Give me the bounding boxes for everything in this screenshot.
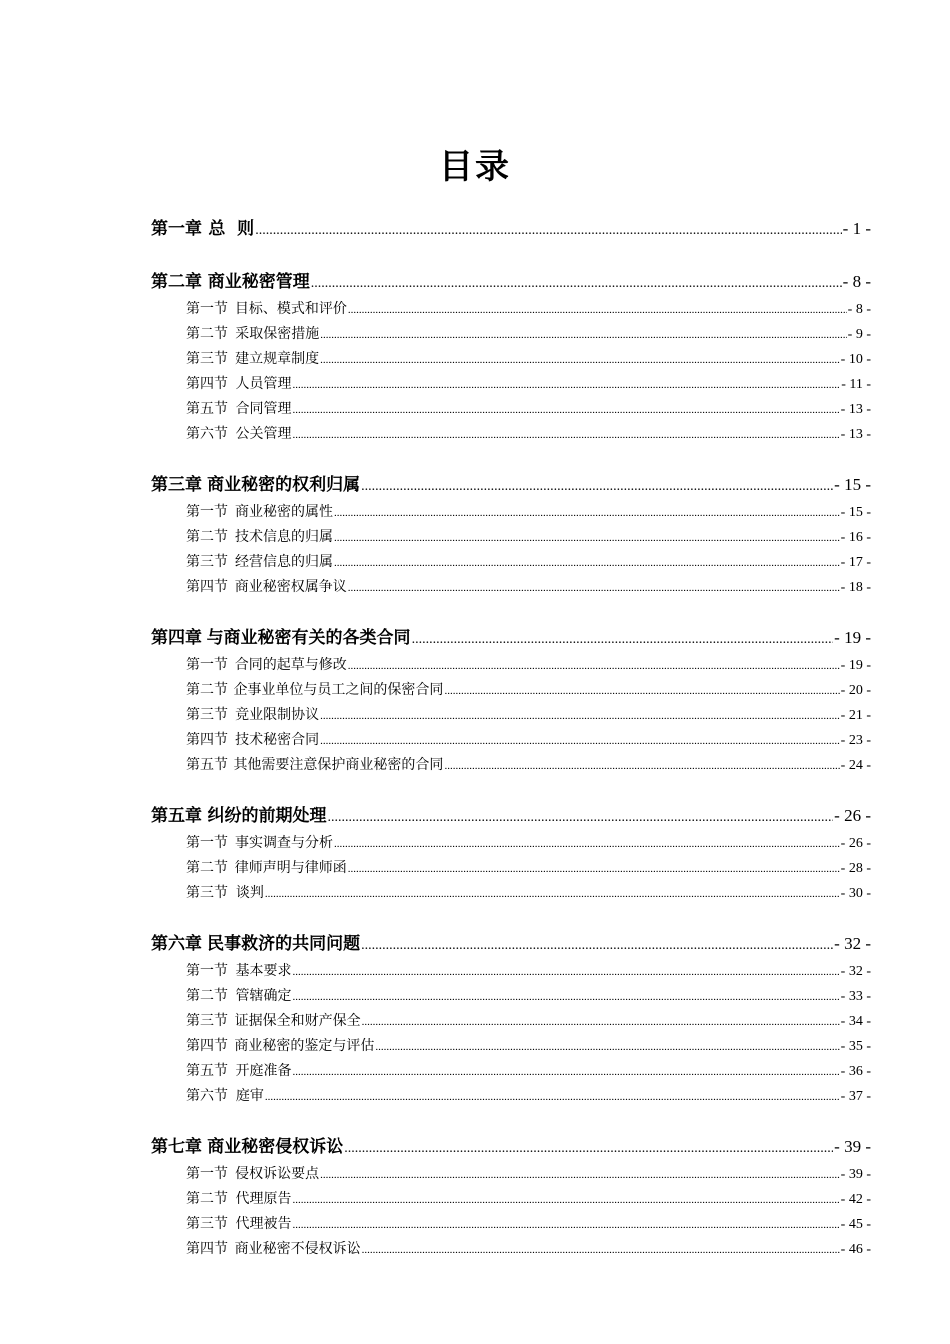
section-title: 管辖确定 bbox=[235, 988, 292, 1004]
section-title: 其他需要注意保护商业秘密的合同 bbox=[233, 757, 444, 773]
section-number: 第四节 bbox=[186, 1241, 228, 1257]
section-number: 第三节 bbox=[186, 707, 228, 723]
section-page-number: - 11 - bbox=[841, 377, 871, 392]
dot-leader bbox=[444, 679, 839, 704]
section-number: 第二节 bbox=[186, 529, 228, 545]
dot-leader bbox=[348, 857, 840, 882]
section-page-number: - 24 - bbox=[840, 758, 871, 773]
toc-section-entry[interactable] bbox=[151, 753, 871, 778]
dot-leader bbox=[320, 729, 840, 754]
section-page-number: - 42 - bbox=[840, 1192, 871, 1207]
section-title: 开庭准备 bbox=[235, 1063, 292, 1079]
section-title: 技术信息的归属 bbox=[234, 529, 333, 545]
section-title: 建立规章制度 bbox=[235, 351, 320, 367]
chapter-page-number: - 19 - bbox=[834, 628, 871, 647]
toc-chapter-entry[interactable] bbox=[151, 929, 871, 959]
section-title: 人员管理 bbox=[235, 376, 292, 392]
toc-chapter bbox=[151, 214, 871, 244]
section-page-number: - 15 - bbox=[840, 505, 871, 520]
dot-leader bbox=[265, 1085, 840, 1110]
dot-leader bbox=[334, 832, 840, 857]
toc-chapter bbox=[151, 267, 871, 447]
section-title: 商业秘密不侵权诉讼 bbox=[234, 1241, 361, 1257]
section-page-number: - 21 - bbox=[840, 708, 871, 723]
section-number: 第五节 bbox=[186, 401, 228, 417]
section-page-number: - 30 - bbox=[840, 886, 871, 901]
section-number: 第四节 bbox=[186, 579, 228, 595]
section-title: 合同的起草与修改 bbox=[234, 657, 347, 673]
dot-leader bbox=[362, 1238, 840, 1263]
dot-leader bbox=[334, 501, 840, 526]
dot-leader bbox=[293, 398, 840, 423]
section-page-number: - 32 - bbox=[840, 964, 871, 979]
chapter-number: 第三章 bbox=[151, 475, 202, 495]
dot-leader bbox=[361, 472, 833, 502]
toc-section-entry[interactable] bbox=[151, 1034, 871, 1059]
section-title: 竞业限制协议 bbox=[235, 707, 320, 723]
section-number: 第二节 bbox=[186, 1191, 228, 1207]
table-of-contents bbox=[151, 214, 871, 1285]
dot-leader bbox=[320, 1163, 840, 1188]
section-number: 第五节 bbox=[186, 1063, 228, 1079]
dot-leader bbox=[293, 960, 840, 985]
toc-chapter-entry[interactable] bbox=[151, 214, 871, 244]
chapter-title: 商业秘密管理 bbox=[207, 272, 310, 292]
toc-chapter-entry[interactable] bbox=[151, 801, 871, 831]
toc-section-entry[interactable] bbox=[151, 984, 871, 1009]
dot-leader bbox=[265, 882, 840, 907]
section-title: 企事业单位与员工之间的保密合同 bbox=[233, 682, 444, 698]
toc-chapter bbox=[151, 801, 871, 906]
dot-leader bbox=[320, 323, 846, 348]
section-title: 商业秘密权属争议 bbox=[234, 579, 347, 595]
dot-leader bbox=[348, 298, 847, 323]
toc-title: 目录 bbox=[439, 147, 511, 187]
section-title: 代理原告 bbox=[235, 1191, 292, 1207]
section-page-number: - 37 - bbox=[840, 1089, 871, 1104]
section-title: 谈判 bbox=[235, 885, 264, 901]
section-page-number: - 19 - bbox=[840, 658, 871, 673]
section-title: 目标、模式和评价 bbox=[234, 301, 347, 317]
dot-leader bbox=[293, 1213, 840, 1238]
section-number: 第四节 bbox=[186, 1038, 228, 1054]
toc-section-entry[interactable] bbox=[151, 1162, 871, 1187]
dot-leader bbox=[293, 985, 840, 1010]
toc-chapter-entry[interactable] bbox=[151, 623, 871, 653]
section-title: 技术秘密合同 bbox=[235, 732, 320, 748]
section-title: 侵权诉讼要点 bbox=[235, 1166, 320, 1182]
toc-chapter bbox=[151, 929, 871, 1109]
dot-leader bbox=[362, 1010, 840, 1035]
dot-leader bbox=[334, 551, 840, 576]
toc-chapter bbox=[151, 470, 871, 600]
chapter-page-number: - 32 - bbox=[834, 934, 871, 953]
dot-leader bbox=[334, 526, 840, 551]
dot-leader bbox=[320, 348, 840, 373]
toc-section-entry[interactable] bbox=[151, 703, 871, 728]
dot-leader bbox=[293, 1060, 840, 1085]
section-page-number: - 35 - bbox=[840, 1039, 871, 1054]
section-page-number: - 26 - bbox=[840, 836, 871, 851]
section-page-number: - 8 - bbox=[847, 302, 871, 317]
chapter-number: 第四章 bbox=[151, 628, 202, 648]
section-number: 第六节 bbox=[186, 426, 228, 442]
section-number: 第一节 bbox=[186, 504, 228, 520]
dot-leader bbox=[327, 803, 833, 833]
toc-section-entry[interactable] bbox=[151, 728, 871, 753]
section-page-number: - 45 - bbox=[840, 1217, 871, 1232]
section-number: 第三节 bbox=[186, 351, 228, 367]
section-number: 第一节 bbox=[186, 657, 228, 673]
section-number: 第四节 bbox=[186, 376, 228, 392]
dot-leader bbox=[293, 373, 841, 398]
section-page-number: - 28 - bbox=[840, 861, 871, 876]
section-page-number: - 13 - bbox=[840, 427, 871, 442]
chapter-title: 商业秘密的权利归属 bbox=[207, 475, 361, 495]
chapter-page-number: - 15 - bbox=[834, 475, 871, 494]
section-number: 第一节 bbox=[186, 301, 228, 317]
section-number: 第二节 bbox=[186, 860, 228, 876]
toc-section-entry[interactable] bbox=[151, 678, 871, 703]
chapter-page-number: - 39 - bbox=[834, 1137, 871, 1156]
toc-section-entry[interactable] bbox=[151, 856, 871, 881]
section-title: 事实调查与分析 bbox=[234, 835, 333, 851]
section-page-number: - 17 - bbox=[840, 555, 871, 570]
chapter-number: 第六章 bbox=[151, 934, 202, 954]
section-number: 第四节 bbox=[186, 732, 228, 748]
toc-section-entry[interactable] bbox=[151, 347, 871, 372]
section-title: 采取保密措施 bbox=[235, 326, 320, 342]
section-number: 第一节 bbox=[186, 1166, 228, 1182]
section-page-number: - 10 - bbox=[840, 352, 871, 367]
chapter-title: 总 则 bbox=[208, 219, 255, 239]
section-page-number: - 39 - bbox=[840, 1167, 871, 1182]
chapter-number: 第五章 bbox=[151, 806, 202, 826]
toc-section-entry[interactable] bbox=[151, 1187, 871, 1212]
section-number: 第三节 bbox=[186, 1013, 228, 1029]
chapter-title: 纠纷的前期处理 bbox=[207, 806, 327, 826]
dot-leader bbox=[255, 216, 841, 246]
section-page-number: - 20 - bbox=[840, 683, 871, 698]
section-title: 基本要求 bbox=[235, 963, 292, 979]
dot-leader bbox=[361, 931, 833, 961]
section-title: 庭审 bbox=[235, 1088, 264, 1104]
toc-section-entry[interactable] bbox=[151, 653, 871, 678]
toc-section-entry[interactable] bbox=[151, 372, 871, 397]
chapter-page-number: - 26 - bbox=[834, 806, 871, 825]
toc-chapter bbox=[151, 1132, 871, 1262]
section-number: 第一节 bbox=[186, 963, 228, 979]
section-title: 经营信息的归属 bbox=[234, 554, 333, 570]
section-page-number: - 9 - bbox=[847, 327, 871, 342]
chapter-page-number: - 8 - bbox=[842, 272, 871, 291]
toc-section-entry[interactable] bbox=[151, 422, 871, 447]
toc-section-entry[interactable] bbox=[151, 500, 871, 525]
toc-section-entry[interactable] bbox=[151, 1084, 871, 1109]
section-number: 第三节 bbox=[186, 885, 228, 901]
chapter-number: 第二章 bbox=[151, 272, 202, 292]
section-page-number: - 34 - bbox=[840, 1014, 871, 1029]
chapter-title: 商业秘密侵权诉讼 bbox=[207, 1137, 344, 1157]
dot-leader bbox=[293, 423, 840, 448]
dot-leader bbox=[348, 576, 840, 601]
toc-chapter-entry[interactable] bbox=[151, 1132, 871, 1162]
toc-section-entry[interactable] bbox=[151, 1009, 871, 1034]
toc-chapter-entry[interactable] bbox=[151, 267, 871, 297]
dot-leader bbox=[293, 1188, 840, 1213]
toc-chapter-entry[interactable] bbox=[151, 470, 871, 500]
dot-leader bbox=[444, 754, 839, 779]
toc-section-entry[interactable] bbox=[151, 1059, 871, 1084]
toc-section-entry[interactable] bbox=[151, 881, 871, 906]
section-title: 律师声明与律师函 bbox=[234, 860, 347, 876]
toc-section-entry[interactable] bbox=[151, 1237, 871, 1262]
section-number: 第五节 bbox=[186, 757, 228, 773]
toc-section-entry[interactable] bbox=[151, 397, 871, 422]
section-title: 证据保全和财产保全 bbox=[234, 1013, 361, 1029]
chapter-number: 第一章 bbox=[151, 219, 202, 239]
section-number: 第二节 bbox=[186, 988, 228, 1004]
section-number: 第一节 bbox=[186, 835, 228, 851]
chapter-title: 与商业秘密有关的各类合同 bbox=[206, 628, 411, 648]
section-title: 代理被告 bbox=[235, 1216, 292, 1232]
section-title: 公关管理 bbox=[235, 426, 292, 442]
section-title: 合同管理 bbox=[235, 401, 292, 417]
dot-leader bbox=[311, 269, 842, 299]
section-title: 商业秘密的属性 bbox=[234, 504, 333, 520]
chapter-page-number: - 1 - bbox=[842, 219, 871, 238]
section-number: 第三节 bbox=[186, 554, 228, 570]
dot-leader bbox=[344, 1134, 833, 1164]
toc-section-entry[interactable] bbox=[151, 322, 871, 347]
dot-leader bbox=[320, 704, 840, 729]
section-page-number: - 16 - bbox=[840, 530, 871, 545]
toc-chapter bbox=[151, 623, 871, 778]
section-title: 商业秘密的鉴定与评估 bbox=[234, 1038, 375, 1054]
toc-section-entry[interactable] bbox=[151, 959, 871, 984]
toc-section-entry[interactable] bbox=[151, 575, 871, 600]
toc-section-entry[interactable] bbox=[151, 550, 871, 575]
section-page-number: - 36 - bbox=[840, 1064, 871, 1079]
section-number: 第二节 bbox=[186, 682, 228, 698]
toc-section-entry[interactable] bbox=[151, 297, 871, 322]
section-page-number: - 23 - bbox=[840, 733, 871, 748]
chapter-number: 第七章 bbox=[151, 1137, 202, 1157]
toc-section-entry[interactable] bbox=[151, 1212, 871, 1237]
toc-section-entry[interactable] bbox=[151, 525, 871, 550]
toc-section-entry[interactable] bbox=[151, 831, 871, 856]
dot-leader bbox=[348, 654, 840, 679]
section-page-number: - 13 - bbox=[840, 402, 871, 417]
dot-leader bbox=[375, 1035, 839, 1060]
section-page-number: - 18 - bbox=[840, 580, 871, 595]
section-page-number: - 33 - bbox=[840, 989, 871, 1004]
chapter-title: 民事救济的共同问题 bbox=[207, 934, 361, 954]
section-number: 第二节 bbox=[186, 326, 228, 342]
section-number: 第六节 bbox=[186, 1088, 228, 1104]
section-page-number: - 46 - bbox=[840, 1242, 871, 1257]
dot-leader bbox=[412, 625, 834, 655]
section-number: 第三节 bbox=[186, 1216, 228, 1232]
